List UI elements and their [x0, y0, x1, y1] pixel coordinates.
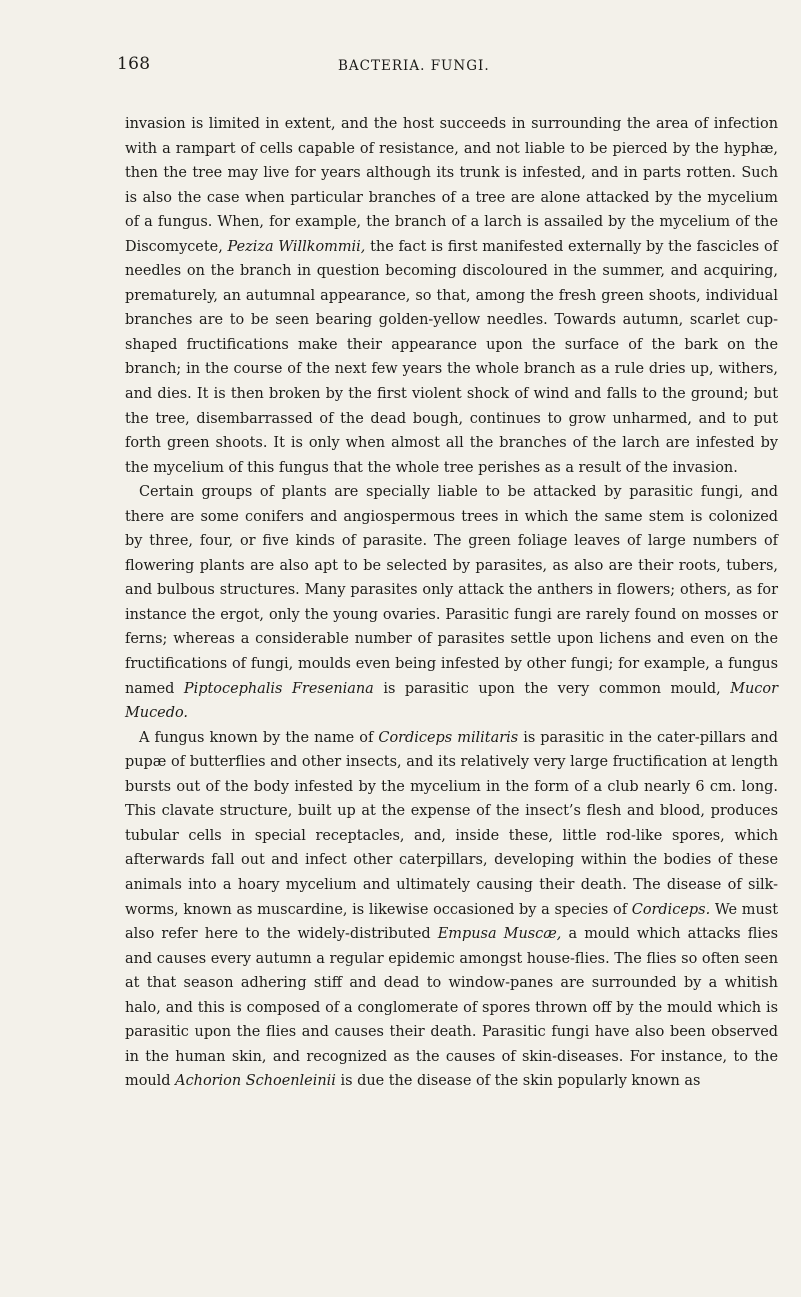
text-span: invasion is limited in extent, and the host succeeds in surrounding the area of infection with a rampart of cells capable of resistance, and not liable to be pierced by the hyphæ, then the tree may live for years although its trunk is infested, and in parts rotten. Such is also the case when particular branches of a tree are alone attacked by the mycelium of a fungus. When, for example, the branch of a larch is assailed by the mycelium of the Discomycete, — [125, 116, 778, 255]
text-span: the fact is first manifested externally by the fascicles of needles on the branch in question becoming discoloured in the summer, and acquiring, prematurely, an autumnal appearance, so that, among the fresh green shoots, individual branches are to be seen bearing golden-yellow needles. Towards autumn, scarlet cup-shaped fructifications make their appearance upon the surface of the bark on the branch; in the course of the next few years the whole branch as a rule dries up, withers, and dies. It is then broken by the first violent shock of wind and falls to the ground; but the tree, disembarrassed of the dead bough, continues to grow unharmed, and to put forth green shoots. It is only when almost all the branches of the larch are infested by the mycelium of this fungus that the whole tree perishes as a result of the invasion. — [125, 238, 778, 476]
text-span: is due the disease of the skin popularly known as — [335, 1073, 701, 1090]
text-span: is parasitic upon the very common mould, — [373, 680, 731, 697]
paragraph-3 — [125, 726, 778, 1094]
species-name-cordiceps: Cordiceps. — [631, 901, 711, 918]
text-span: a mould which attacks flies and causes every autumn a regular epidemic amongst house-flies. The flies so often seen at that season adhering stiff and dead to window-panes are surrounded by a whitish halo, and this is composed of a conglomerate of spores thrown off by the mould which is parasitic upon the flies and causes their death. Parasitic fungi have also been observed in the human skin, and recognized as the causes of skin-diseases. For instance, to the mould — [125, 926, 779, 1090]
body-text — [125, 112, 778, 1094]
running-head: BACTERIA. FUNGI. — [338, 58, 490, 74]
text-span: We must also refer here to the widely-distributed — [125, 901, 778, 943]
text-span: A fungus known by the name of — [139, 729, 379, 746]
page-number: 168 — [117, 54, 151, 74]
species-name-mucor: Mucor Mucedo. — [125, 680, 778, 722]
species-name-peziza: Peziza Willkommii, — [227, 238, 366, 255]
species-name-cordiceps-militaris: Cordiceps militaris — [378, 729, 519, 746]
paragraph-1 — [125, 112, 778, 480]
text-span: Certain groups of plants are specially liable to be attacked by parasitic fungi, and there are some conifers and angiospermous trees in which the same stem is colonized by three, four, or five kinds of parasite. The green foliage leaves of large numbers of flowering plants are also apt to be selected by parasites, as also are their roots, tubers, and bulbous structures. Many parasites only attack the anthers in flowers; others, as for instance the ergot, only the young ovaries. Parasitic fungi are rarely found on mosses or ferns; whereas a considerable number of parasites settle upon lichens and even on the fructifications of fungi, moulds even being infested by other fungi; for example, a fungus named — [125, 484, 778, 697]
species-name-achorion: Achorion Schoenleinii — [175, 1073, 336, 1090]
species-name-empusa: Empusa Muscæ, — [437, 926, 562, 943]
text-span: is parasitic in the cater-pillars and pupæ of butterflies and other insects, and its relatively very large fructification at length bursts out of the body infested by the mycelium in the form of a club nearly 6 cm. long. This clavate structure, built up at the expense of the insect’s flesh and blood, produces tubular cells in special receptacles, and, inside these, little rod-like spores, which afterwards fall out and infect other caterpillars, developing within the bodies of these animals into a hoary mycelium and ultimately causing their death. The disease of silk-worms, known as muscardine, is likewise occasioned by a species of — [125, 729, 778, 918]
species-name-piptocephalis: Piptocephalis Freseniana — [183, 680, 374, 697]
paragraph-2 — [125, 480, 778, 725]
